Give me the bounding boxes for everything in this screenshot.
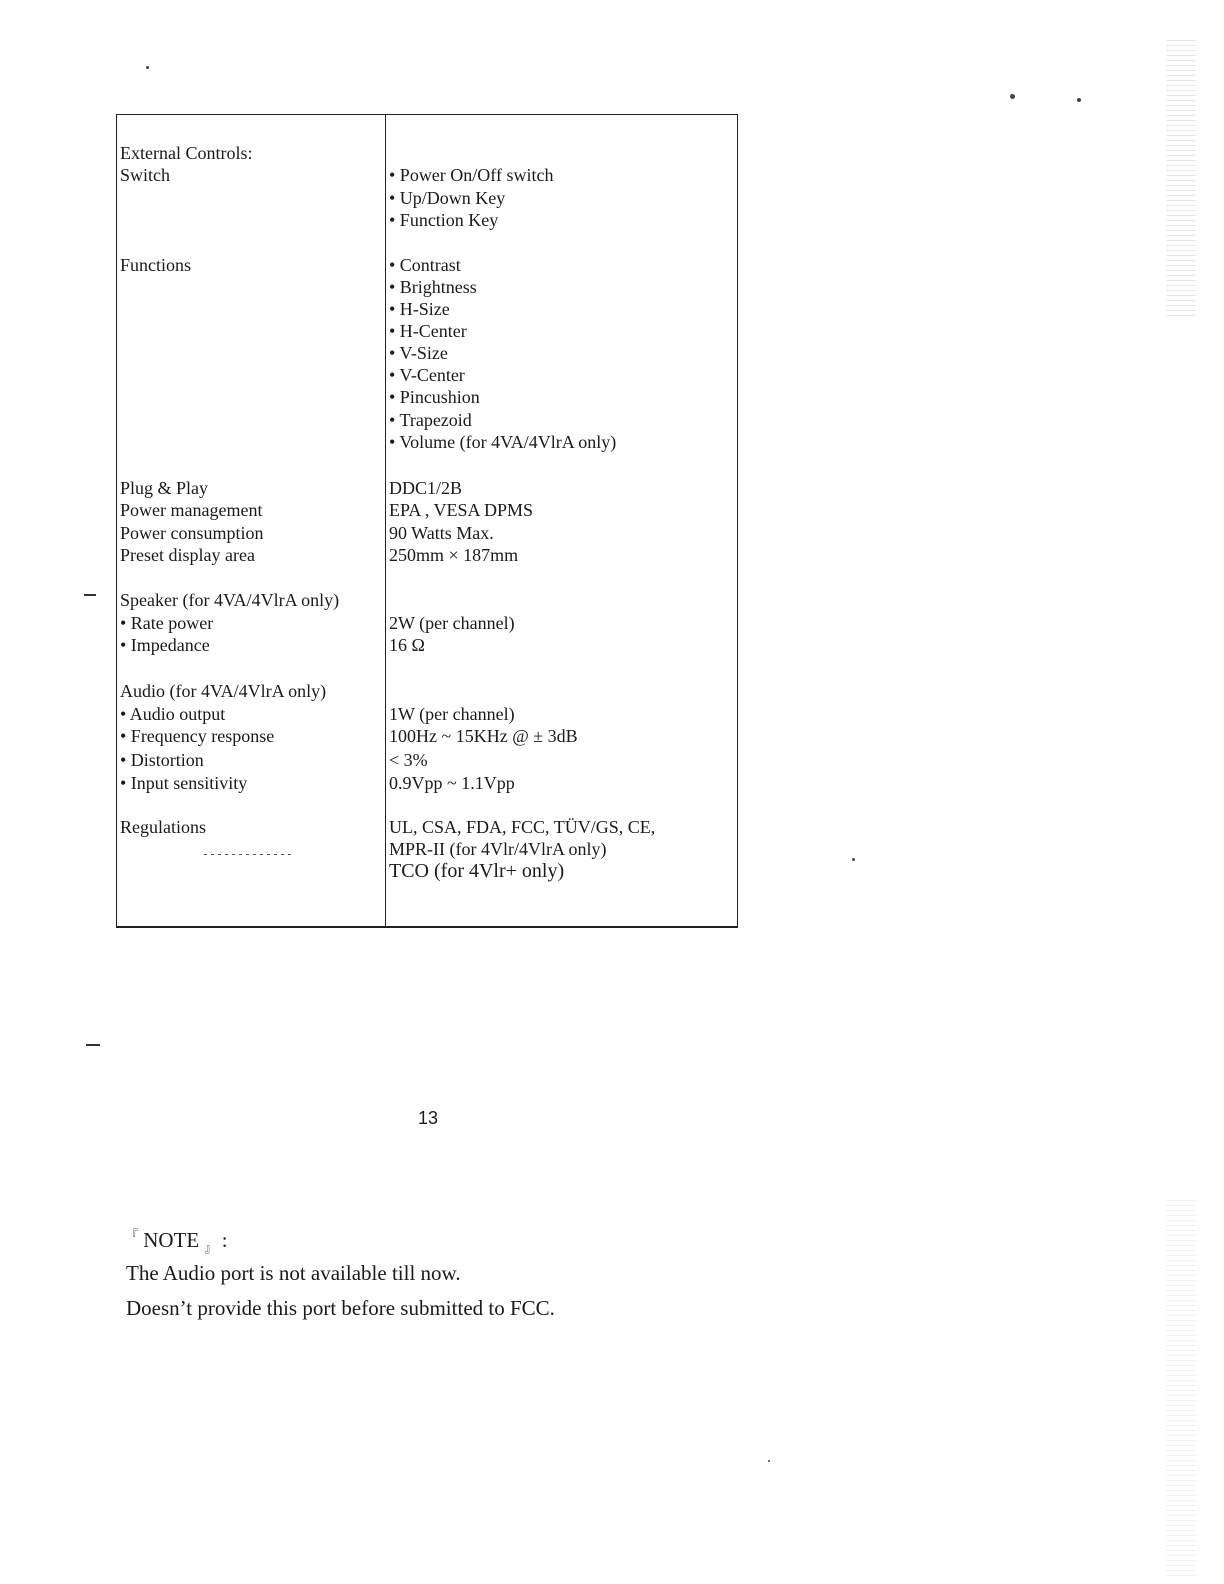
- label-regulations: Regulations: [120, 817, 206, 837]
- label-audio: Audio (for 4VA/4VlrA only): [120, 681, 327, 701]
- value-mpr-ii: MPR-II (for 4Vlr/4VlrA only): [389, 839, 607, 859]
- specifications-table: [116, 114, 738, 928]
- value-trapezoid: • Trapezoid: [389, 410, 472, 430]
- note-open-bracket: 『: [126, 1228, 139, 1242]
- value-input-sensitivity: 0.9Vpp ~ 1.1Vpp: [389, 773, 515, 793]
- page-number: 13: [418, 1108, 439, 1128]
- value-function-key: • Function Key: [389, 210, 499, 230]
- scan-dash: [84, 594, 96, 596]
- scan-edge-noise: [1166, 1200, 1196, 1580]
- value-power-switch: • Power On/Off switch: [389, 165, 554, 185]
- label-audio-output: • Audio output: [120, 704, 226, 724]
- value-distortion: < 3%: [389, 750, 428, 770]
- scan-speck: [146, 66, 149, 69]
- scan-dash: [86, 1044, 100, 1046]
- label-plug-and-play: Plug & Play: [120, 478, 209, 498]
- value-h-center: • H-Center: [389, 321, 467, 341]
- scan-speck: [1077, 98, 1081, 102]
- value-tco: TCO (for 4Vlr+ only): [389, 860, 565, 882]
- value-pincushion: • Pincushion: [389, 387, 480, 407]
- note-close-bracket: 』: [204, 1241, 217, 1256]
- label-preset-display-area: Preset display area: [120, 545, 255, 565]
- value-audio-output: 1W (per channel): [389, 704, 515, 724]
- label-external-controls: External Controls:: [120, 143, 253, 163]
- label-impedance: • Impedance: [120, 635, 210, 655]
- value-preset-display-area: 250mm × 187mm: [389, 545, 519, 565]
- value-frequency-response: 100Hz ~ 15KHz @ ± 3dB: [389, 726, 578, 746]
- note-line-1: The Audio port is not available till now.: [126, 1261, 461, 1285]
- value-volume: • Volume (for 4VA/4VlrA only): [389, 432, 617, 452]
- value-rate-power: 2W (per channel): [389, 613, 515, 633]
- scan-speck: [852, 858, 855, 861]
- label-distortion: • Distortion: [120, 750, 204, 770]
- value-impedance: 16 Ω: [389, 635, 425, 655]
- label-power-consumption: Power consumption: [120, 523, 264, 543]
- scan-dotted-mark: [204, 854, 294, 855]
- label-input-sensitivity: • Input sensitivity: [120, 773, 248, 793]
- label-frequency-response: • Frequency response: [120, 726, 275, 746]
- label-functions: Functions: [120, 255, 192, 275]
- scan-edge-noise: [1166, 40, 1196, 320]
- scan-speck: [1010, 94, 1015, 99]
- note-line-2: Doesn’t provide this port before submitted to FCC.: [126, 1296, 555, 1320]
- scan-speck: [768, 1460, 770, 1462]
- value-brightness: • Brightness: [389, 277, 477, 297]
- value-regulations: UL, CSA, FDA, FCC, TÜV/GS, CE,: [389, 817, 656, 837]
- value-v-center: • V-Center: [389, 365, 465, 385]
- note-heading: [126, 1222, 228, 1261]
- value-plug-and-play: DDC1/2B: [389, 478, 463, 498]
- label-speaker: Speaker (for 4VA/4VlrA only): [120, 590, 340, 610]
- value-power-consumption: 90 Watts Max.: [389, 523, 494, 543]
- note-colon: :: [221, 1228, 228, 1252]
- value-v-size: • V-Size: [389, 343, 448, 363]
- label-rate-power: • Rate power: [120, 613, 214, 633]
- value-up-down-key: • Up/Down Key: [389, 188, 506, 208]
- value-power-management: EPA , VESA DPMS: [389, 500, 534, 520]
- column-divider: [385, 115, 386, 926]
- value-contrast: • Contrast: [389, 255, 461, 275]
- value-h-size: • H-Size: [389, 299, 450, 319]
- note-label: NOTE: [143, 1228, 200, 1252]
- label-switch: Switch: [120, 165, 171, 185]
- label-power-management: Power management: [120, 500, 263, 520]
